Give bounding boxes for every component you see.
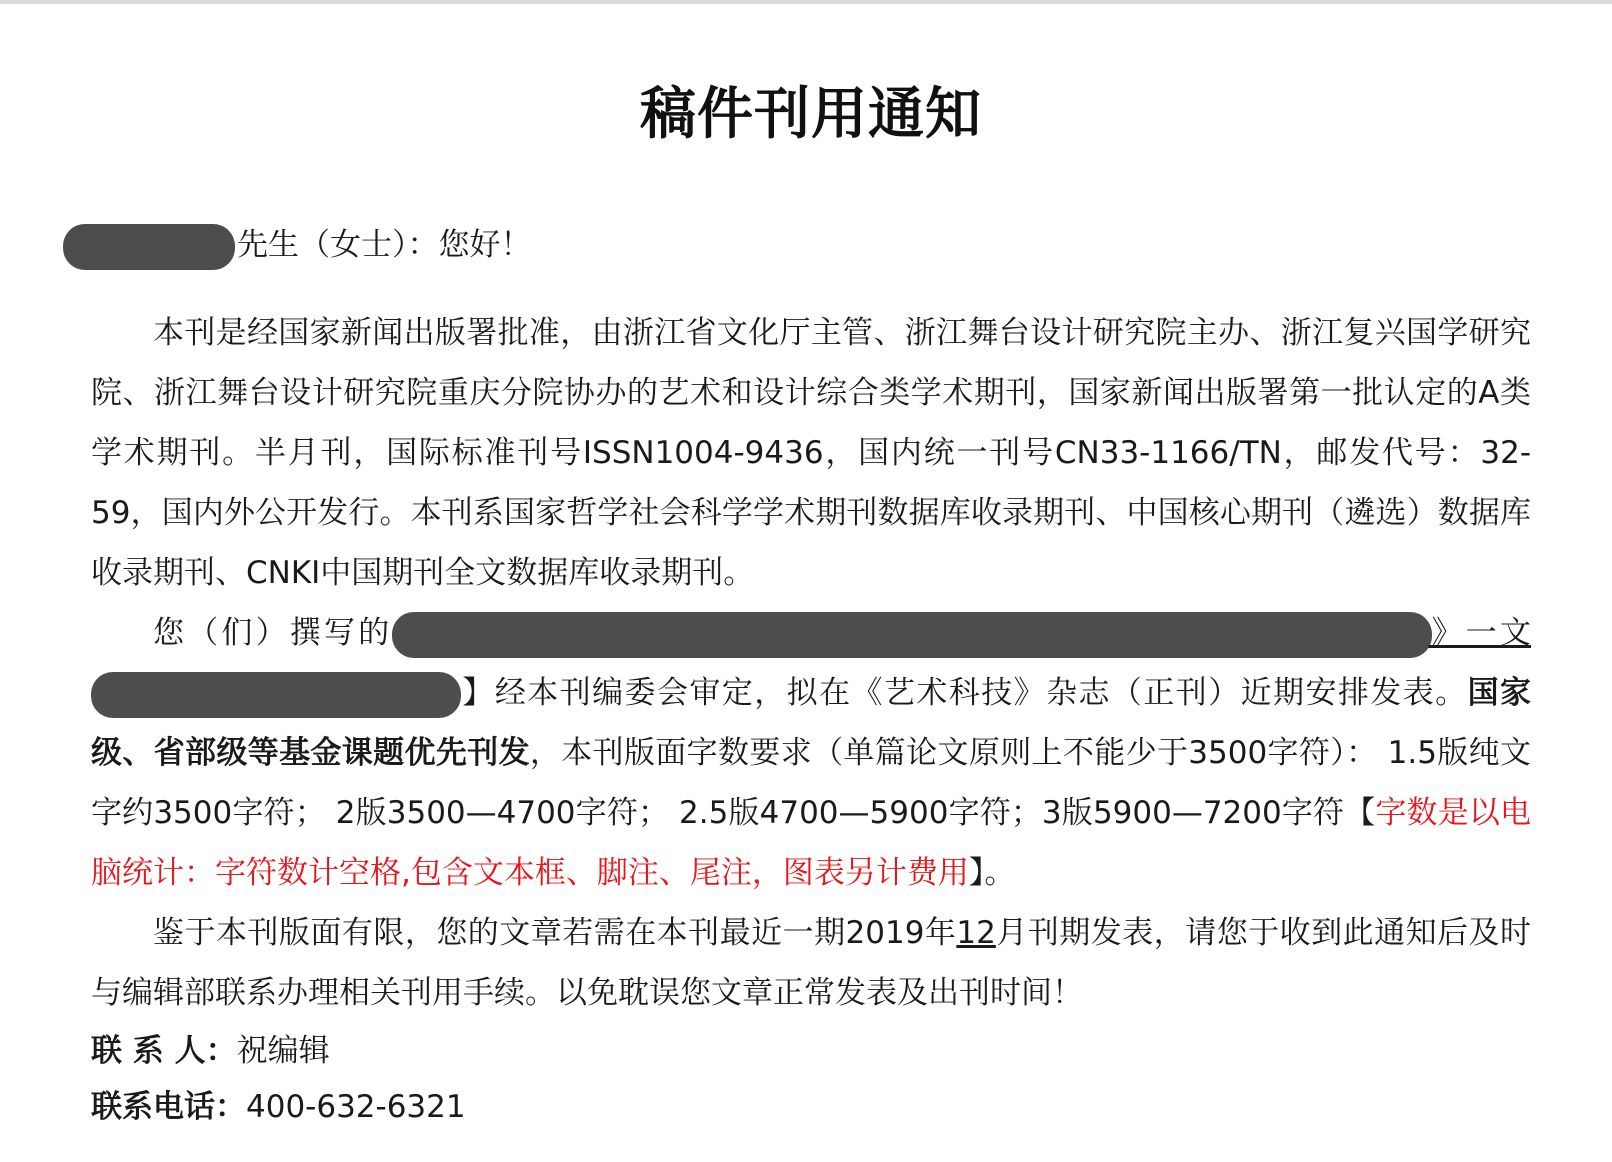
document-body	[91, 215, 1531, 1135]
phone-label: 联系电话：	[91, 1089, 246, 1125]
redacted-name	[63, 224, 235, 270]
salutation-text: 先生（女士）：您好！	[237, 227, 532, 263]
word-count-note: 字数是以电脑统计：字符数计空格,包含文本框、脚注、尾注，图表另计费用	[91, 795, 1532, 891]
deadline-text-b: 月刊期发表，请您于收到此通知后及时与编辑部联系办理相关刊用手续。以免耽误您文章正常发表及出刊时间！	[91, 915, 1532, 1011]
title-close: 》一文	[1428, 615, 1532, 651]
contact-name: 祝编辑	[236, 1033, 330, 1069]
top-border	[0, 0, 1612, 4]
para2-end: 】。	[968, 855, 1016, 891]
fund-priority-text: 国家级、省部级等基金课题优先刊发	[91, 675, 1532, 771]
bracket-close: 】	[461, 675, 495, 711]
deadline-text-a: 鉴于本刊版面有限，您的文章若需在本刊最近一期2019年	[153, 915, 957, 951]
redacted-article-number	[91, 672, 461, 718]
salutation-line	[91, 215, 1531, 275]
phone-number: 400-632-6321	[246, 1089, 466, 1125]
issue-month: 12	[956, 915, 996, 951]
contact-person-line	[91, 1023, 1531, 1079]
intro-paragraph: 本刊是经国家新闻出版署批准，由浙江省文化厅主管、浙江舞台设计研究院主办、浙江复兴国学研究院、浙江舞台设计研究院重庆分院协办的艺术和设计综合类学术期刊，国家新闻出版署第一批认定的A类学术期刊。半月刊，国际标准刊号ISSN1004-9436，国内统一刊号CN33-1166/TN，邮发代号：32-59，国内外公开发行。本刊系国家哲学社会科学学术期刊数据库收录期刊、中国核心期刊（遴选）数据库收录期刊、CNKI中国期刊全文数据库收录期刊。	[91, 315, 1531, 591]
contact-label: 联 系 人：	[91, 1033, 237, 1069]
redacted-article-title	[392, 612, 1432, 658]
contact-phone-line	[91, 1079, 1531, 1135]
review-text: 经本刊编委会审定，拟在《艺术科技》杂志（正刊）近期安排发表。	[494, 675, 1468, 711]
deadline-paragraph	[91, 903, 1531, 1023]
word-count-text: ，本刊版面字数要求（单篇论文原则上不能少于3500字符）： 1.5版纯文字约3500字符； 2版3500—4700字符； 2.5版4700—5900字符；3版5900—7200字符【	[91, 735, 1532, 831]
document-title: 稿件刊用通知	[640, 82, 982, 147]
acceptance-paragraph	[91, 603, 1531, 903]
author-prefix: 您（们）撰写的	[153, 615, 393, 651]
